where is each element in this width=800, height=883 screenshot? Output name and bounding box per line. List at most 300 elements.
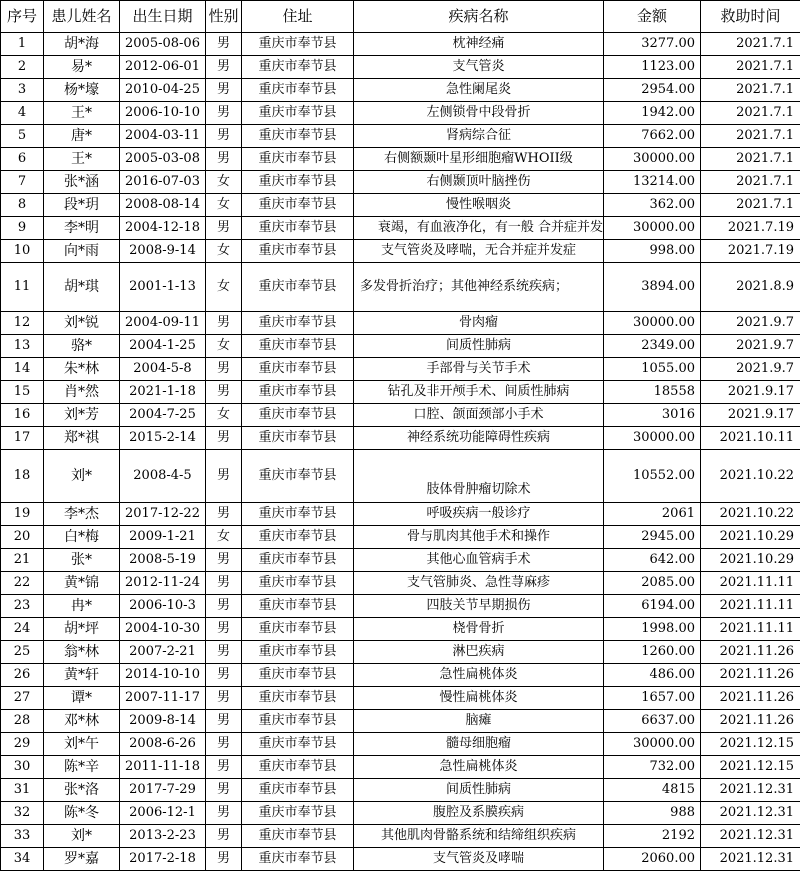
cell-no: 6 (1, 148, 44, 171)
cell-disease: 口腔、颌面颈部小手术 (354, 404, 604, 427)
cell-disease: 间质性肺病 (354, 779, 604, 802)
cell-sex: 男 (206, 358, 242, 381)
cell-birth: 2008-5-19 (120, 549, 206, 572)
cell-address: 重庆市奉节县 (242, 733, 354, 756)
cell-date: 2021.7.1 (701, 102, 800, 125)
cell-date: 2021.11.26 (701, 687, 800, 710)
cell-date: 2021.12.15 (701, 733, 800, 756)
cell-name: 肖*然 (44, 381, 120, 404)
cell-no: 14 (1, 358, 44, 381)
cell-sex: 女 (206, 404, 242, 427)
cell-no: 18 (1, 450, 44, 503)
cell-sex: 男 (206, 381, 242, 404)
table-row (1, 450, 800, 503)
cell-name: 谭* (44, 687, 120, 710)
cell-amount: 642.00 (604, 549, 701, 572)
cell-name: 胡*琪 (44, 263, 120, 312)
cell-name: 黄*锦 (44, 572, 120, 595)
cell-sex: 男 (206, 56, 242, 79)
header-cell-sex: 性别 (206, 1, 242, 33)
cell-amount: 1260.00 (604, 641, 701, 664)
cell-birth: 2001-1-13 (120, 263, 206, 312)
cell-amount: 10552.00 (604, 450, 701, 503)
cell-disease: 右侧颞顶叶脑挫伤 (354, 171, 604, 194)
cell-name: 李*杰 (44, 503, 120, 526)
cell-address: 重庆市奉节县 (242, 56, 354, 79)
cell-disease: 骨与肌肉其他手术和操作 (354, 526, 604, 549)
cell-amount: 7662.00 (604, 125, 701, 148)
cell-sex: 男 (206, 148, 242, 171)
table-row (1, 664, 800, 687)
table-row (1, 756, 800, 779)
cell-name: 陈*冬 (44, 802, 120, 825)
table-row (1, 848, 800, 871)
cell-birth: 2013-2-23 (120, 825, 206, 848)
cell-address: 重庆市奉节县 (242, 33, 354, 56)
cell-name: 刘* (44, 450, 120, 503)
cell-name: 李*明 (44, 217, 120, 240)
cell-no: 11 (1, 263, 44, 312)
cell-disease: 肢体骨肿瘤切除术 (354, 450, 604, 503)
cell-disease: 其他心血管病手术 (354, 549, 604, 572)
cell-no: 32 (1, 802, 44, 825)
cell-birth: 2014-10-10 (120, 664, 206, 687)
cell-sex: 女 (206, 194, 242, 217)
table-row (1, 56, 800, 79)
cell-amount: 30000.00 (604, 217, 701, 240)
cell-address: 重庆市奉节县 (242, 572, 354, 595)
cell-name: 黄*轩 (44, 664, 120, 687)
cell-date: 2021.7.1 (701, 194, 800, 217)
cell-address: 重庆市奉节县 (242, 595, 354, 618)
cell-amount: 988 (604, 802, 701, 825)
cell-no: 25 (1, 641, 44, 664)
cell-sex: 男 (206, 802, 242, 825)
table-row (1, 503, 800, 526)
cell-amount: 3277.00 (604, 33, 701, 56)
cell-address: 重庆市奉节县 (242, 335, 354, 358)
cell-address: 重庆市奉节县 (242, 450, 354, 503)
cell-disease: 支气管炎 (354, 56, 604, 79)
cell-birth: 2012-06-01 (120, 56, 206, 79)
cell-date: 2021.9.7 (701, 335, 800, 358)
cell-disease: 枕神经痛 (354, 33, 604, 56)
cell-address: 重庆市奉节县 (242, 802, 354, 825)
cell-address: 重庆市奉节县 (242, 427, 354, 450)
cell-date: 2021.12.31 (701, 825, 800, 848)
cell-name: 段*玥 (44, 194, 120, 217)
cell-address: 重庆市奉节县 (242, 171, 354, 194)
cell-date: 2021.12.15 (701, 756, 800, 779)
cell-amount: 30000.00 (604, 733, 701, 756)
table-row (1, 171, 800, 194)
cell-address: 重庆市奉节县 (242, 194, 354, 217)
cell-no: 17 (1, 427, 44, 450)
cell-date: 2021.10.29 (701, 549, 800, 572)
cell-name: 易* (44, 56, 120, 79)
cell-disease: 慢性扁桃体炎 (354, 687, 604, 710)
cell-amount: 1657.00 (604, 687, 701, 710)
cell-birth: 2017-7-29 (120, 779, 206, 802)
cell-address: 重庆市奉节县 (242, 125, 354, 148)
cell-date: 2021.9.7 (701, 358, 800, 381)
cell-date: 2021.10.29 (701, 526, 800, 549)
cell-no: 4 (1, 102, 44, 125)
cell-amount: 2954.00 (604, 79, 701, 102)
cell-name: 刘* (44, 825, 120, 848)
table-row (1, 641, 800, 664)
cell-amount: 3894.00 (604, 263, 701, 312)
cell-birth: 2007-2-21 (120, 641, 206, 664)
table-row (1, 595, 800, 618)
cell-no: 13 (1, 335, 44, 358)
cell-date: 2021.7.1 (701, 79, 800, 102)
cell-birth: 2004-7-25 (120, 404, 206, 427)
cell-sex: 男 (206, 549, 242, 572)
cell-name: 胡*坪 (44, 618, 120, 641)
header-cell-no: 序号 (1, 1, 44, 33)
cell-disease: 钻孔及非开颅手术、间质性肺病 (354, 381, 604, 404)
cell-sex: 女 (206, 240, 242, 263)
cell-no: 26 (1, 664, 44, 687)
cell-address: 重庆市奉节县 (242, 848, 354, 871)
cell-sex: 男 (206, 779, 242, 802)
cell-disease: 呼吸疾病一般诊疗 (354, 503, 604, 526)
cell-sex: 男 (206, 503, 242, 526)
cell-address: 重庆市奉节县 (242, 404, 354, 427)
cell-address: 重庆市奉节县 (242, 825, 354, 848)
header-cell-name: 患儿姓名 (44, 1, 120, 33)
cell-birth: 2009-1-21 (120, 526, 206, 549)
cell-birth: 2007-11-17 (120, 687, 206, 710)
cell-no: 5 (1, 125, 44, 148)
cell-sex: 女 (206, 171, 242, 194)
table-row (1, 825, 800, 848)
table-row (1, 125, 800, 148)
cell-disease: 多发骨折治疗；其他神经系统疾病； (354, 263, 604, 312)
table-row (1, 526, 800, 549)
table-row (1, 381, 800, 404)
cell-date: 2021.11.11 (701, 595, 800, 618)
cell-date: 2021.12.31 (701, 779, 800, 802)
cell-birth: 2008-4-5 (120, 450, 206, 503)
cell-amount: 2060.00 (604, 848, 701, 871)
cell-address: 重庆市奉节县 (242, 641, 354, 664)
cell-date: 2021.10.22 (701, 450, 800, 503)
cell-disease: 支气管炎及哮喘，无合并症并发症 (354, 240, 604, 263)
cell-birth: 2004-12-18 (120, 217, 206, 240)
cell-name: 陈*辛 (44, 756, 120, 779)
cell-no: 2 (1, 56, 44, 79)
cell-name: 刘*午 (44, 733, 120, 756)
cell-address: 重庆市奉节县 (242, 240, 354, 263)
cell-date: 2021.9.17 (701, 404, 800, 427)
table-row (1, 572, 800, 595)
cell-disease: 脑瘫 (354, 710, 604, 733)
cell-no: 9 (1, 217, 44, 240)
cell-no: 3 (1, 79, 44, 102)
cell-address: 重庆市奉节县 (242, 263, 354, 312)
table-row (1, 687, 800, 710)
table-row (1, 733, 800, 756)
cell-name: 朱*林 (44, 358, 120, 381)
cell-date: 2021.11.26 (701, 710, 800, 733)
cell-no: 33 (1, 825, 44, 848)
cell-birth: 2012-11-24 (120, 572, 206, 595)
header-cell-amount: 金额 (604, 1, 701, 33)
cell-address: 重庆市奉节县 (242, 358, 354, 381)
cell-disease: 手部骨与关节手术 (354, 358, 604, 381)
cell-address: 重庆市奉节县 (242, 312, 354, 335)
cell-address: 重庆市奉节县 (242, 664, 354, 687)
cell-address: 重庆市奉节县 (242, 148, 354, 171)
table-row (1, 802, 800, 825)
cell-name: 张*洛 (44, 779, 120, 802)
cell-address: 重庆市奉节县 (242, 503, 354, 526)
cell-date: 2021.7.1 (701, 33, 800, 56)
table-row (1, 217, 800, 240)
cell-sex: 男 (206, 312, 242, 335)
cell-date: 2021.7.1 (701, 125, 800, 148)
header-row (1, 1, 800, 33)
cell-amount: 362.00 (604, 194, 701, 217)
cell-sex: 男 (206, 618, 242, 641)
cell-sex: 女 (206, 263, 242, 312)
cell-birth: 2004-03-11 (120, 125, 206, 148)
cell-disease: 支气管炎及哮喘 (354, 848, 604, 871)
cell-amount: 2085.00 (604, 572, 701, 595)
cell-birth: 2006-10-10 (120, 102, 206, 125)
cell-address: 重庆市奉节县 (242, 687, 354, 710)
cell-birth: 2010-04-25 (120, 79, 206, 102)
cell-no: 23 (1, 595, 44, 618)
cell-birth: 2004-1-25 (120, 335, 206, 358)
table-row (1, 358, 800, 381)
cell-name: 骆* (44, 335, 120, 358)
cell-sex: 男 (206, 664, 242, 687)
cell-address: 重庆市奉节县 (242, 779, 354, 802)
cell-disease: 间质性肺病 (354, 335, 604, 358)
cell-sex: 男 (206, 125, 242, 148)
cell-no: 19 (1, 503, 44, 526)
cell-date: 2021.12.31 (701, 802, 800, 825)
cell-name: 杨*壕 (44, 79, 120, 102)
cell-amount: 1998.00 (604, 618, 701, 641)
cell-name: 刘*芳 (44, 404, 120, 427)
cell-disease: 支气管肺炎、急性荨麻疹 (354, 572, 604, 595)
cell-disease: 四肢关节早期损伤 (354, 595, 604, 618)
cell-birth: 2004-10-30 (120, 618, 206, 641)
cell-disease: 急性扁桃体炎 (354, 664, 604, 687)
cell-no: 27 (1, 687, 44, 710)
cell-date: 2021.8.9 (701, 263, 800, 312)
header-cell-address: 住址 (242, 1, 354, 33)
cell-date: 2021.11.26 (701, 641, 800, 664)
cell-date: 2021.9.17 (701, 381, 800, 404)
cell-birth: 2016-07-03 (120, 171, 206, 194)
cell-date: 2021.7.1 (701, 148, 800, 171)
cell-name: 向*雨 (44, 240, 120, 263)
cell-date: 2021.7.19 (701, 240, 800, 263)
cell-address: 重庆市奉节县 (242, 710, 354, 733)
cell-address: 重庆市奉节县 (242, 217, 354, 240)
cell-date: 2021.11.11 (701, 572, 800, 595)
cell-amount: 3016 (604, 404, 701, 427)
cell-birth: 2008-6-26 (120, 733, 206, 756)
cell-amount: 30000.00 (604, 312, 701, 335)
cell-no: 12 (1, 312, 44, 335)
cell-disease: 右侧额颞叶星形细胞瘤WHOII级 (354, 148, 604, 171)
cell-birth: 2006-10-3 (120, 595, 206, 618)
cell-no: 34 (1, 848, 44, 871)
cell-birth: 2008-9-14 (120, 240, 206, 263)
cell-amount: 2061 (604, 503, 701, 526)
cell-amount: 30000.00 (604, 427, 701, 450)
cell-name: 王* (44, 148, 120, 171)
cell-no: 29 (1, 733, 44, 756)
cell-disease: 衰竭，有血液净化，有一般 合并症并发 (354, 217, 604, 240)
cell-amount: 6194.00 (604, 595, 701, 618)
cell-birth: 2017-2-18 (120, 848, 206, 871)
cell-name: 白*梅 (44, 526, 120, 549)
cell-sex: 女 (206, 335, 242, 358)
cell-sex: 男 (206, 687, 242, 710)
cell-birth: 2004-5-8 (120, 358, 206, 381)
table-row (1, 404, 800, 427)
cell-birth: 2006-12-1 (120, 802, 206, 825)
cell-no: 31 (1, 779, 44, 802)
cell-name: 冉* (44, 595, 120, 618)
cell-disease: 腹腔及系膜疾病 (354, 802, 604, 825)
table-row (1, 102, 800, 125)
cell-date: 2021.7.1 (701, 171, 800, 194)
table-row (1, 312, 800, 335)
cell-disease: 髓母细胞瘤 (354, 733, 604, 756)
table-row (1, 618, 800, 641)
cell-disease: 左侧锁骨中段骨折 (354, 102, 604, 125)
cell-disease: 桡骨骨折 (354, 618, 604, 641)
cell-date: 2021.11.26 (701, 664, 800, 687)
cell-sex: 男 (206, 102, 242, 125)
table-row (1, 335, 800, 358)
table-row (1, 779, 800, 802)
cell-no: 16 (1, 404, 44, 427)
cell-sex: 男 (206, 733, 242, 756)
cell-name: 刘*锐 (44, 312, 120, 335)
cell-address: 重庆市奉节县 (242, 79, 354, 102)
cell-disease: 慢性喉咽炎 (354, 194, 604, 217)
cell-name: 郑*祺 (44, 427, 120, 450)
cell-address: 重庆市奉节县 (242, 526, 354, 549)
cell-name: 邓*林 (44, 710, 120, 733)
cell-address: 重庆市奉节县 (242, 102, 354, 125)
cell-sex: 男 (206, 427, 242, 450)
cell-sex: 男 (206, 450, 242, 503)
cell-amount: 6637.00 (604, 710, 701, 733)
cell-name: 张*涵 (44, 171, 120, 194)
cell-birth: 2017-12-22 (120, 503, 206, 526)
cell-no: 8 (1, 194, 44, 217)
cell-amount: 4815 (604, 779, 701, 802)
table-row (1, 710, 800, 733)
cell-birth: 2011-11-18 (120, 756, 206, 779)
cell-no: 10 (1, 240, 44, 263)
cell-no: 30 (1, 756, 44, 779)
cell-sex: 男 (206, 572, 242, 595)
cell-birth: 2008-08-14 (120, 194, 206, 217)
table-row (1, 79, 800, 102)
cell-sex: 男 (206, 825, 242, 848)
cell-address: 重庆市奉节县 (242, 549, 354, 572)
cell-birth: 2005-08-06 (120, 33, 206, 56)
cell-sex: 女 (206, 526, 242, 549)
cell-amount: 1123.00 (604, 56, 701, 79)
header-cell-birth: 出生日期 (120, 1, 206, 33)
table-row (1, 148, 800, 171)
cell-sex: 男 (206, 848, 242, 871)
cell-amount: 486.00 (604, 664, 701, 687)
cell-no: 1 (1, 33, 44, 56)
table-row (1, 240, 800, 263)
cell-disease: 肾病综合征 (354, 125, 604, 148)
cell-birth: 2021-1-18 (120, 381, 206, 404)
cell-birth: 2015-2-14 (120, 427, 206, 450)
cell-sex: 男 (206, 756, 242, 779)
cell-no: 21 (1, 549, 44, 572)
table-row (1, 549, 800, 572)
table-row (1, 194, 800, 217)
cell-sex: 男 (206, 641, 242, 664)
cell-sex: 男 (206, 79, 242, 102)
cell-date: 2021.9.7 (701, 312, 800, 335)
cell-amount: 2192 (604, 825, 701, 848)
cell-name: 张* (44, 549, 120, 572)
cell-address: 重庆市奉节县 (242, 618, 354, 641)
cell-no: 20 (1, 526, 44, 549)
cell-amount: 1055.00 (604, 358, 701, 381)
cell-date: 2021.11.11 (701, 618, 800, 641)
cell-date: 2021.7.1 (701, 56, 800, 79)
cell-date: 2021.10.11 (701, 427, 800, 450)
cell-date: 2021.10.22 (701, 503, 800, 526)
cell-no: 7 (1, 171, 44, 194)
cell-name: 王* (44, 102, 120, 125)
cell-date: 2021.7.19 (701, 217, 800, 240)
table-row (1, 263, 800, 312)
cell-amount: 998.00 (604, 240, 701, 263)
header-cell-date: 救助时间 (701, 1, 800, 33)
cell-no: 28 (1, 710, 44, 733)
cell-disease: 急性扁桃体炎 (354, 756, 604, 779)
cell-sex: 男 (206, 33, 242, 56)
cell-disease: 神经系统功能障碍性疾病 (354, 427, 604, 450)
cell-amount: 18558 (604, 381, 701, 404)
cell-address: 重庆市奉节县 (242, 756, 354, 779)
cell-name: 唐* (44, 125, 120, 148)
cell-amount: 13214.00 (604, 171, 701, 194)
header-cell-disease: 疾病名称 (354, 1, 604, 33)
cell-no: 24 (1, 618, 44, 641)
cell-sex: 男 (206, 595, 242, 618)
cell-no: 22 (1, 572, 44, 595)
cell-sex: 男 (206, 217, 242, 240)
cell-amount: 2945.00 (604, 526, 701, 549)
cell-name: 胡*海 (44, 33, 120, 56)
cell-disease: 急性阑尾炎 (354, 79, 604, 102)
cell-no: 15 (1, 381, 44, 404)
table-row (1, 427, 800, 450)
cell-disease: 其他肌肉骨骼系统和结缔组织疾病 (354, 825, 604, 848)
